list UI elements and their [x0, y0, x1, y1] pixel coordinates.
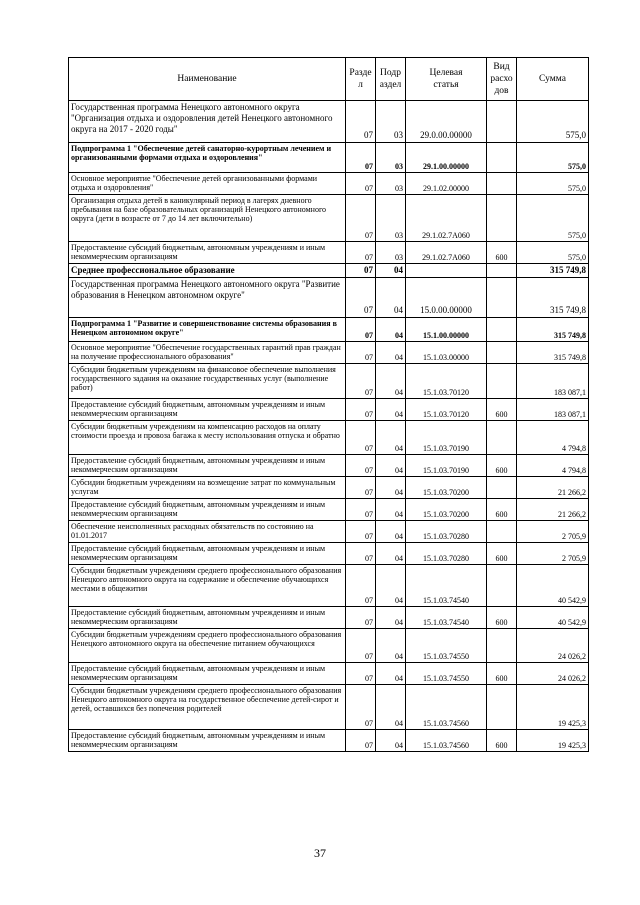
row-subsection: 04 — [376, 318, 406, 342]
row-subsection: 04 — [376, 629, 406, 663]
row-subsection: 04 — [376, 421, 406, 455]
row-name: Предоставление субсидий бюджетным, автономным учреждениям и иным некоммерческим организациям — [69, 399, 346, 421]
row-section: 07 — [346, 278, 376, 318]
row-type — [487, 143, 517, 173]
row-subsection: 03 — [376, 101, 406, 143]
table-row — [69, 685, 589, 730]
row-target: 15.1.03.70200 — [406, 477, 487, 499]
table-row — [69, 421, 589, 455]
row-type — [487, 685, 517, 730]
table-row — [69, 101, 589, 143]
row-sum: 315 749,8 — [517, 264, 589, 278]
row-subsection: 04 — [376, 521, 406, 543]
row-target: 15.1.03.70190 — [406, 421, 487, 455]
row-target: 15.1.03.74550 — [406, 663, 487, 685]
row-subsection: 04 — [376, 499, 406, 521]
row-section: 07 — [346, 629, 376, 663]
row-section: 07 — [346, 399, 376, 421]
row-name: Государственная программа Ненецкого автономного округа "Развитие образования в Ненецком автономном округе" — [69, 278, 346, 318]
table-row — [69, 264, 589, 278]
row-name: Предоставление субсидий бюджетным, автономным учреждениям и иным некоммерческим организациям — [69, 242, 346, 264]
row-subsection: 04 — [376, 364, 406, 399]
row-name: Субсидии бюджетным учреждениям на компенсацию расходов на оплату стоимости проезда и провоза багажа к месту использования отпуска и обратно — [69, 421, 346, 455]
row-sum: 315 749,8 — [517, 278, 589, 318]
row-subsection: 04 — [376, 607, 406, 629]
row-sum: 575,0 — [517, 195, 589, 242]
row-target: 29.1.02.7А060 — [406, 242, 487, 264]
row-section: 07 — [346, 318, 376, 342]
row-sum: 4 794,8 — [517, 421, 589, 455]
row-target: 15.1.03.74540 — [406, 565, 487, 607]
row-type: 600 — [487, 607, 517, 629]
row-target: 29.0.00.00000 — [406, 101, 487, 143]
row-section: 07 — [346, 264, 376, 278]
row-section: 07 — [346, 685, 376, 730]
row-section: 07 — [346, 607, 376, 629]
row-subsection: 04 — [376, 399, 406, 421]
row-target: 15.1.03.70280 — [406, 543, 487, 565]
row-section: 07 — [346, 477, 376, 499]
row-name: Организация отдыха детей в каникулярный период в лагерях дневного пребывания на базе образовательных организаций Ненецкого автономного округа (дети в возрасте от 7 до 14 лет включительно) — [69, 195, 346, 242]
row-sum: 40 542,9 — [517, 607, 589, 629]
row-target: 15.1.03.70190 — [406, 455, 487, 477]
row-target: 15.1.03.70120 — [406, 364, 487, 399]
table-row — [69, 607, 589, 629]
row-name: Подпрограмма 1 "Обеспечение детей санаторно-курортным лечением и организованными формами отдыха и оздоровления" — [69, 143, 346, 173]
table-header-row — [69, 58, 589, 101]
row-sum: 315 749,8 — [517, 342, 589, 364]
row-type — [487, 342, 517, 364]
row-name: Предоставление субсидий бюджетным, автономным учреждениям и иным некоммерческим организациям — [69, 499, 346, 521]
row-sum: 24 026,2 — [517, 663, 589, 685]
row-name: Субсидии бюджетным учреждениям на финансовое обеспечение выполнения государственного задания на оказание государственных услуг (выполнение работ) — [69, 364, 346, 399]
table-row — [69, 278, 589, 318]
table-row — [69, 143, 589, 173]
row-target: 29.1.02.00000 — [406, 173, 487, 195]
row-sum: 2 705,9 — [517, 521, 589, 543]
row-sum: 19 425,3 — [517, 730, 589, 752]
row-subsection: 04 — [376, 477, 406, 499]
row-name: Предоставление субсидий бюджетным, автономным учреждениям и иным некоммерческим организациям — [69, 543, 346, 565]
row-target — [406, 264, 487, 278]
row-type: 600 — [487, 399, 517, 421]
header-sum: Сумма — [517, 58, 589, 101]
row-section: 07 — [346, 663, 376, 685]
row-type — [487, 278, 517, 318]
header-type-line1: Вид — [493, 62, 510, 72]
row-subsection: 04 — [376, 278, 406, 318]
header-subsection-line2: аздел — [379, 80, 402, 90]
row-type — [487, 101, 517, 143]
row-sum: 24 026,2 — [517, 629, 589, 663]
row-sum: 575,0 — [517, 143, 589, 173]
row-subsection: 03 — [376, 173, 406, 195]
row-target: 15.1.03.74550 — [406, 629, 487, 663]
row-type — [487, 629, 517, 663]
row-name: Предоставление субсидий бюджетным, автономным учреждениям и иным некоммерческим организациям — [69, 455, 346, 477]
table-row — [69, 663, 589, 685]
row-type: 600 — [487, 663, 517, 685]
row-sum: 575,0 — [517, 242, 589, 264]
table-row — [69, 521, 589, 543]
table-row — [69, 242, 589, 264]
row-name: Субсидии бюджетным учреждениям среднего профессионального образования Ненецкого автономного округа на государственное обеспечение детей-сирот и детей, оставшихся без попечения родителей — [69, 685, 346, 730]
row-target: 15.1.03.74560 — [406, 685, 487, 730]
row-section: 07 — [346, 499, 376, 521]
row-section: 07 — [346, 143, 376, 173]
header-section-line2: л — [358, 80, 363, 90]
row-section: 07 — [346, 242, 376, 264]
row-subsection: 03 — [376, 242, 406, 264]
row-type — [487, 565, 517, 607]
row-sum: 40 542,9 — [517, 565, 589, 607]
row-section: 07 — [346, 364, 376, 399]
header-name: Наименование — [69, 58, 346, 101]
table-row — [69, 730, 589, 752]
row-type — [487, 195, 517, 242]
row-sum: 2 705,9 — [517, 543, 589, 565]
row-sum: 315 749,8 — [517, 318, 589, 342]
table-row — [69, 543, 589, 565]
row-sum: 19 425,3 — [517, 685, 589, 730]
row-type: 600 — [487, 455, 517, 477]
row-type — [487, 521, 517, 543]
budget-table — [68, 57, 589, 752]
header-section — [346, 58, 376, 101]
row-target: 15.1.03.00000 — [406, 342, 487, 364]
row-subsection: 03 — [376, 195, 406, 242]
row-sum: 21 266,2 — [517, 477, 589, 499]
row-section: 07 — [346, 521, 376, 543]
row-type: 600 — [487, 730, 517, 752]
row-subsection: 04 — [376, 264, 406, 278]
table-row — [69, 195, 589, 242]
row-section: 07 — [346, 543, 376, 565]
row-target: 29.1.02.7А060 — [406, 195, 487, 242]
row-sum: 183 087,1 — [517, 364, 589, 399]
row-name: Государственная программа Ненецкого автономного округа "Организация отдыха и оздоровления детей Ненецкого автономного округа на 2017 - 2020 годы" — [69, 101, 346, 143]
row-sum: 4 794,8 — [517, 455, 589, 477]
row-subsection: 04 — [376, 543, 406, 565]
row-target: 15.1.03.70120 — [406, 399, 487, 421]
row-subsection: 04 — [376, 342, 406, 364]
table-row — [69, 364, 589, 399]
table-row — [69, 629, 589, 663]
row-type: 600 — [487, 242, 517, 264]
table-row — [69, 173, 589, 195]
table-row — [69, 318, 589, 342]
row-type — [487, 264, 517, 278]
row-subsection: 04 — [376, 663, 406, 685]
row-subsection: 04 — [376, 730, 406, 752]
header-target — [406, 58, 487, 101]
row-sum: 575,0 — [517, 101, 589, 143]
row-subsection: 04 — [376, 455, 406, 477]
table-row — [69, 499, 589, 521]
table-row — [69, 477, 589, 499]
row-target: 15.0.00.00000 — [406, 278, 487, 318]
row-name: Основное мероприятие "Обеспечение государственных гарантий прав граждан на получение профессионального образования" — [69, 342, 346, 364]
row-type — [487, 173, 517, 195]
row-name: Субсидии бюджетным учреждениям среднего профессионального образования Ненецкого автономного округа на содержание и обеспечение обучающихся местами в общежитии — [69, 565, 346, 607]
row-name: Предоставление субсидий бюджетным, автономным учреждениям и иным некоммерческим организациям — [69, 663, 346, 685]
row-name: Подпрограмма 1 "Развитие и совершенствование системы образования в Ненецком автономном округе" — [69, 318, 346, 342]
header-target-line1: Целевая — [429, 68, 463, 78]
page-number: 37 — [314, 846, 326, 860]
row-type — [487, 364, 517, 399]
header-section-line1: Разде — [349, 68, 372, 78]
row-name: Субсидии бюджетным учреждениям среднего профессионального образования Ненецкого автономного округа на обеспечение питанием обучающихся — [69, 629, 346, 663]
row-name: Среднее профессиональное образование — [69, 264, 346, 278]
row-section: 07 — [346, 455, 376, 477]
row-subsection: 03 — [376, 143, 406, 173]
table-row — [69, 565, 589, 607]
row-target: 15.1.00.00000 — [406, 318, 487, 342]
table-row — [69, 342, 589, 364]
header-type-line2: расхо — [490, 74, 513, 84]
row-target: 15.1.03.74540 — [406, 607, 487, 629]
row-name: Предоставление субсидий бюджетным, автономным учреждениям и иным некоммерческим организациям — [69, 730, 346, 752]
row-target: 15.1.03.70200 — [406, 499, 487, 521]
row-name: Предоставление субсидий бюджетным, автономным учреждениям и иным некоммерческим организациям — [69, 607, 346, 629]
header-subsection-line1: Подр — [380, 68, 401, 78]
row-name: Основное мероприятие "Обеспечение детей организованными формами отдыха и оздоровления" — [69, 173, 346, 195]
header-subsection — [376, 58, 406, 101]
row-section: 07 — [346, 730, 376, 752]
row-section: 07 — [346, 421, 376, 455]
header-type — [487, 58, 517, 101]
row-name: Субсидии бюджетным учреждениям на возмещение затрат по коммунальным услугам — [69, 477, 346, 499]
row-type: 600 — [487, 543, 517, 565]
header-type-line3: дов — [494, 86, 509, 96]
row-section: 07 — [346, 101, 376, 143]
row-type — [487, 318, 517, 342]
row-type — [487, 477, 517, 499]
row-sum: 575,0 — [517, 173, 589, 195]
table-row — [69, 455, 589, 477]
row-target: 29.1.00.00000 — [406, 143, 487, 173]
row-subsection: 04 — [376, 565, 406, 607]
table-row — [69, 399, 589, 421]
row-name: Обеспечение неисполненных расходных обязательств по состоянию на 01.01.2017 — [69, 521, 346, 543]
row-section: 07 — [346, 195, 376, 242]
row-section: 07 — [346, 173, 376, 195]
row-section: 07 — [346, 565, 376, 607]
row-sum: 183 087,1 — [517, 399, 589, 421]
row-target: 15.1.03.74560 — [406, 730, 487, 752]
row-sum: 21 266,2 — [517, 499, 589, 521]
row-subsection: 04 — [376, 685, 406, 730]
row-section: 07 — [346, 342, 376, 364]
row-type: 600 — [487, 499, 517, 521]
header-target-line2: статья — [433, 80, 459, 90]
row-target: 15.1.03.70280 — [406, 521, 487, 543]
row-type — [487, 421, 517, 455]
